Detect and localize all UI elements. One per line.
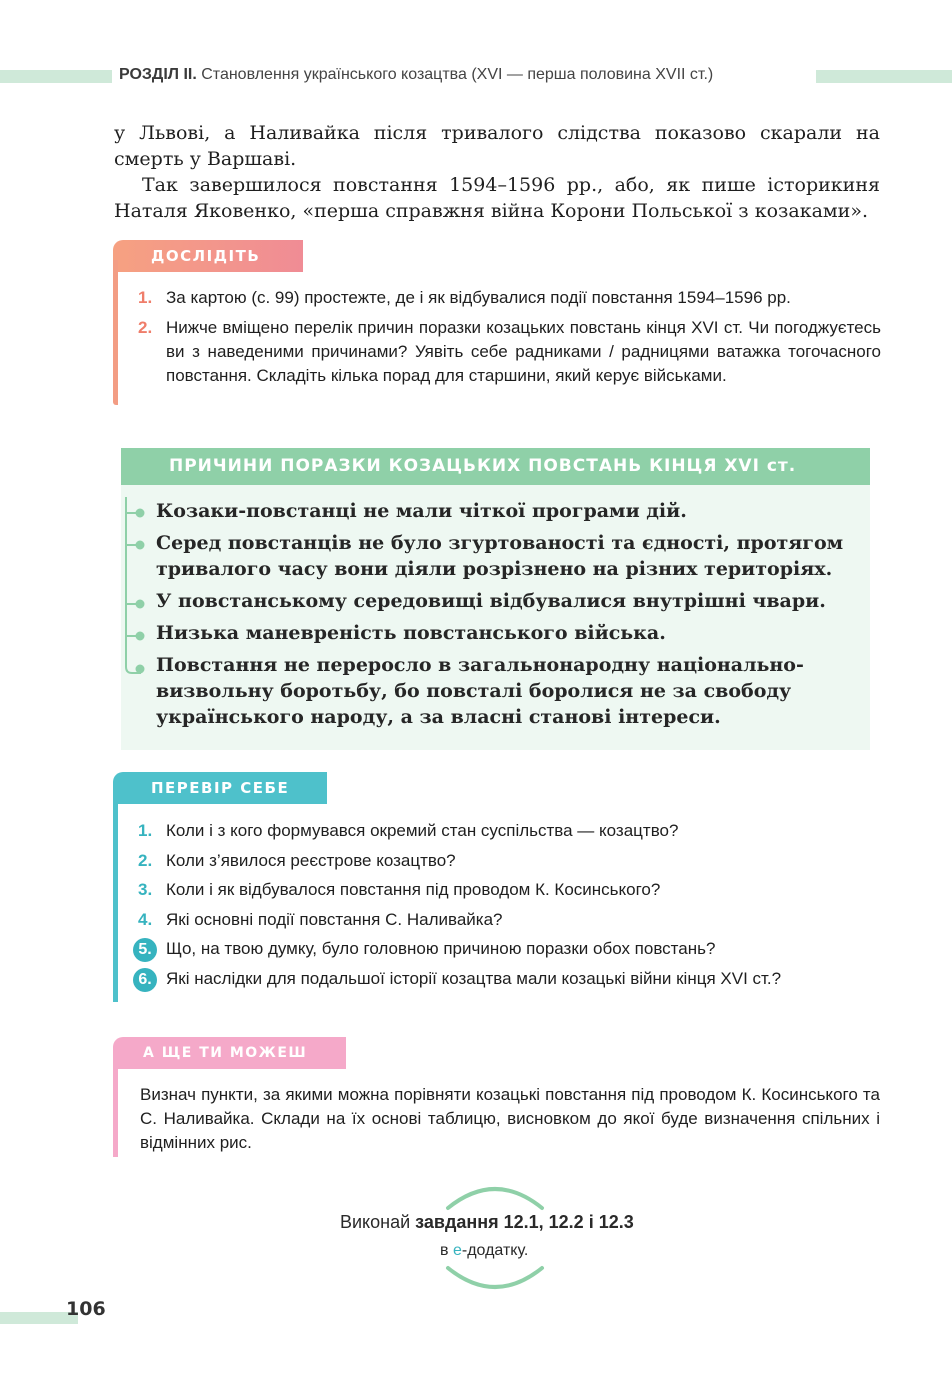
item-number: 3. <box>138 880 153 900</box>
item-number: 1. <box>138 288 153 307</box>
list-item <box>113 819 881 843</box>
list-item <box>113 937 881 961</box>
list-item <box>113 878 881 902</box>
list-item: Повстання не переросло в загальнонародну національно-визвольну боротьбу, бо повсталі боролися не за свободу українського народу, а за власні станові інтереси. <box>156 654 804 728</box>
research-section <box>113 240 883 410</box>
check-title: ПЕРЕВІР СЕБЕ <box>113 772 327 804</box>
note-tasks: завдання 12.1, 12.2 і 12.3 <box>415 1212 634 1232</box>
item-text: Що, на твою думку, було головною причиною поразки обох повстань? <box>166 939 716 959</box>
running-header <box>119 66 713 84</box>
item-number: 2. <box>138 850 153 870</box>
extra-text: Визнач пункти, за якими можна порівняти козацькі повстання під проводом К. Косинського та С. Наливайка. Склади на їх основі таблицю, висновком до якої буде визначення спільних і відмінних рис. <box>140 1085 880 1152</box>
item-number: 2. <box>138 318 153 337</box>
note-line2-post: -додатку. <box>461 1242 529 1259</box>
item-number: 1. <box>138 821 153 840</box>
list-item <box>113 286 881 310</box>
research-list <box>113 286 881 388</box>
list-item <box>113 967 881 991</box>
intro-text <box>114 120 880 224</box>
extra-section <box>113 1037 883 1159</box>
list-item: Козаки-повстанці не мали чіткої програми дій. <box>156 500 687 522</box>
note-line2-e: е <box>452 1242 462 1259</box>
list-item <box>113 316 881 388</box>
research-title: ДОСЛІДІТЬ <box>113 240 303 272</box>
item-number-circle: 6. <box>133 968 157 992</box>
item-text: Які наслідки для подальшої історії козацтва мали козацькі війни кінця XVI ст.? <box>166 968 782 988</box>
note-line2-pre: в <box>440 1242 453 1259</box>
causes-title: ПРИЧИНИ ПОРАЗКИ КОЗАЦЬКИХ ПОВСТАНЬ КІНЦЯ XVI ст. <box>121 448 870 485</box>
extra-accent-line <box>113 1057 118 1157</box>
page-number: 106 <box>66 1298 106 1320</box>
item-text: Нижче вміщено перелік причин поразки козацьких повстань кінця XVI ст. Чи погоджуєтесь ви з наведеними причинами? Уявіть себе радниками / радницями ватажка тогочасного повстання. Складіть кілька порад для старшини, який керує військами. <box>166 318 881 385</box>
item-number-circle: 5. <box>133 938 157 962</box>
item-text: За картою (с. 99) простежте, де і як відбувалися події повстання 1594–1596 рр. <box>166 288 791 307</box>
item-text: Які основні події повстання С. Наливайка? <box>166 909 503 929</box>
list-item <box>113 849 881 873</box>
check-list <box>113 819 881 991</box>
intro-paragraph-1: у Львові, а Наливайка після тривалого слідства показово скарали на смерть у Варшаві. <box>114 122 880 170</box>
item-number: 4. <box>138 909 153 929</box>
list-item <box>113 908 881 932</box>
header-bar-right <box>816 70 952 83</box>
causes-list <box>156 498 856 736</box>
note-prefix: Виконай <box>340 1212 416 1232</box>
check-section <box>113 772 883 1004</box>
causes-tree-connector <box>121 497 151 677</box>
list-item: У повстанському середовищі відбувалися внутрішні чвари. <box>156 590 826 612</box>
item-text: Коли і з кого формувався окремий стан суспільства — козацтво? <box>166 821 679 840</box>
header-section: РОЗДІЛ ІІ. <box>119 66 197 83</box>
item-text: Коли і як відбувалося повстання під проводом К. Косинського? <box>166 880 661 900</box>
extra-title: А ЩЕ ТИ МОЖЕШ <box>113 1037 346 1069</box>
e-supplement-note <box>340 1212 670 1259</box>
e-supplement-arcs-icon <box>440 1180 550 1296</box>
list-item: Низька маневреність повстанського війська. <box>156 622 666 644</box>
intro-paragraph-2: Так завершилося повстання 1594–1596 рр., або, як пише історикиня Наталя Яковенко, «перша справжня війна Корони Польської з козаками». <box>114 174 880 222</box>
header-bar-left <box>0 70 112 83</box>
item-text: Коли з’явилося реєстрове козацтво? <box>166 850 456 870</box>
list-item: Серед повстанців не було згуртованості та єдності, протягом тривалого часу вони діяли розрізнено на різних територіях. <box>156 532 844 580</box>
header-title: Становлення українського козацтва (XVI — перша половина XVII ст.) <box>201 66 714 83</box>
